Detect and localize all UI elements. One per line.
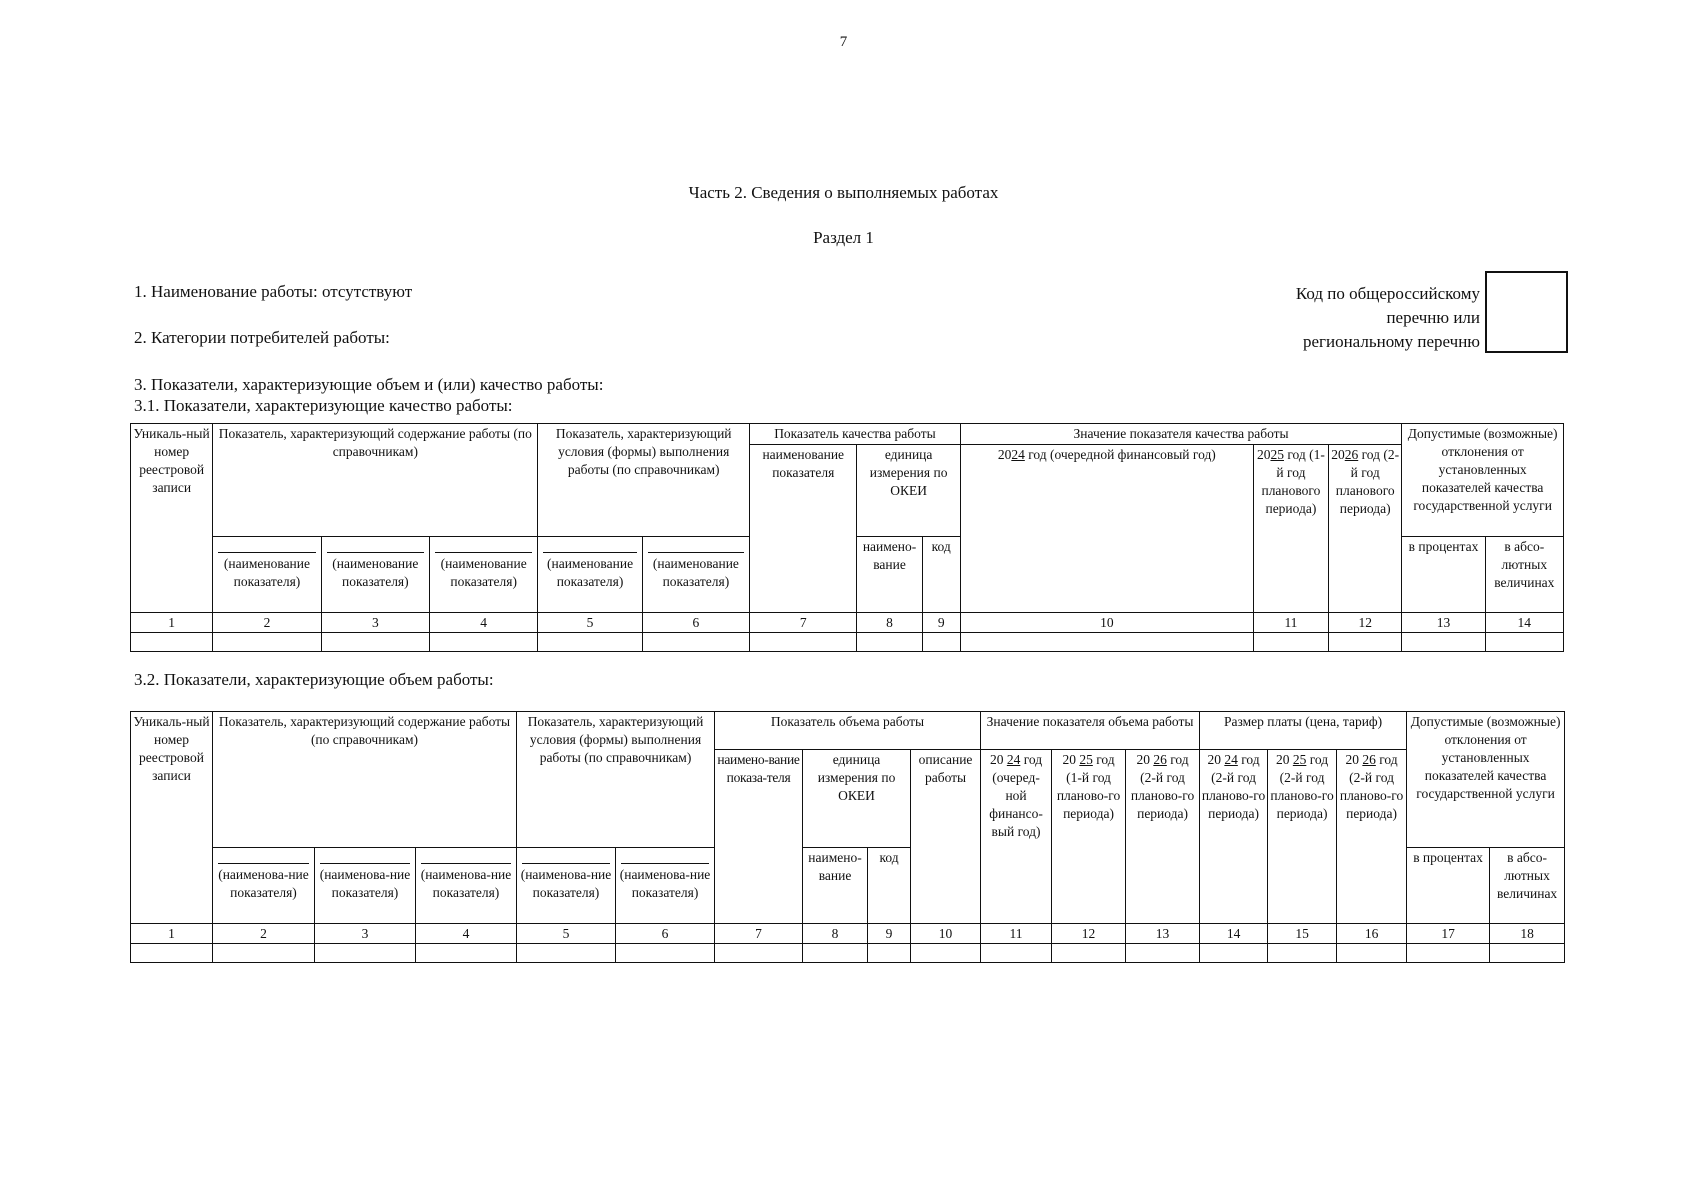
col-num: 9 bbox=[922, 613, 960, 633]
year-2026-number: 26 bbox=[1344, 447, 1359, 462]
table-cell[interactable] bbox=[1337, 944, 1407, 963]
quality-value-header: Значение показателя качества работы bbox=[960, 424, 1402, 445]
unique-record-header: Уникаль-ный номер реестровой записи bbox=[131, 424, 213, 613]
price-year-2024-header: 20 24 год (2-й год планово-го периода) bbox=[1200, 750, 1268, 924]
allowed-deviation-header: Допустимые (возможные) отклонения от установленных показателей качества государственной услуги bbox=[1407, 712, 1565, 848]
col-num: 4 bbox=[416, 924, 517, 944]
table-cell[interactable] bbox=[1490, 944, 1565, 963]
conditions-subheader-2: (наименование показателя) bbox=[642, 537, 749, 613]
column-number-row bbox=[131, 613, 1564, 633]
table-cell[interactable] bbox=[1200, 944, 1268, 963]
col-num: 6 bbox=[642, 613, 749, 633]
table-cell[interactable] bbox=[911, 944, 981, 963]
column-number-row bbox=[131, 924, 1565, 944]
table-cell[interactable] bbox=[538, 633, 642, 652]
indicator-name-header: наимено-вание показа-теля bbox=[715, 750, 803, 924]
table-cell[interactable] bbox=[1485, 633, 1563, 652]
table-cell[interactable] bbox=[1402, 633, 1485, 652]
table-cell[interactable] bbox=[1052, 944, 1126, 963]
quality-indicators-heading: 3.1. Показатели, характеризующие качество работы: bbox=[134, 396, 513, 415]
year-2026-header bbox=[1329, 445, 1402, 613]
volume-indicators-heading: 3.2. Показатели, характеризующие объем работы: bbox=[134, 670, 494, 689]
table-cell[interactable] bbox=[857, 633, 922, 652]
col-num: 13 bbox=[1126, 924, 1200, 944]
content-subheader-1: (наименование показателя) bbox=[213, 537, 321, 613]
year-2024-number: 24 bbox=[1011, 447, 1025, 462]
unit-name-subheader: наимено-вание bbox=[803, 848, 868, 924]
col-num: 10 bbox=[911, 924, 981, 944]
col-num: 8 bbox=[857, 613, 922, 633]
col-num: 6 bbox=[616, 924, 715, 944]
table-cell[interactable] bbox=[981, 944, 1052, 963]
col-num: 7 bbox=[715, 924, 803, 944]
table-cell[interactable] bbox=[1126, 944, 1200, 963]
table-cell[interactable] bbox=[321, 633, 429, 652]
col-num: 12 bbox=[1329, 613, 1402, 633]
col-num: 14 bbox=[1200, 924, 1268, 944]
page-number: 7 bbox=[839, 34, 848, 50]
table-cell[interactable] bbox=[1407, 944, 1490, 963]
col-num: 14 bbox=[1485, 613, 1563, 633]
unit-code-subheader: код bbox=[868, 848, 911, 924]
registry-code-line-1: Код по общероссийскому bbox=[1295, 284, 1480, 303]
col-num: 15 bbox=[1268, 924, 1337, 944]
col-num: 12 bbox=[1052, 924, 1126, 944]
col-num: 2 bbox=[213, 924, 315, 944]
table-cell[interactable] bbox=[803, 944, 868, 963]
col-num: 13 bbox=[1402, 613, 1485, 633]
table-cell[interactable] bbox=[960, 633, 1253, 652]
table-cell[interactable] bbox=[430, 633, 538, 652]
col-num: 17 bbox=[1407, 924, 1490, 944]
volume-year-2025-header: 20 25 год (1-й год планово-го периода) bbox=[1052, 750, 1126, 924]
col-num: 4 bbox=[430, 613, 538, 633]
table-cell[interactable] bbox=[213, 944, 315, 963]
table-cell[interactable] bbox=[868, 944, 911, 963]
col-num: 1 bbox=[131, 613, 213, 633]
content-subheader-2: (наименова-ние показателя) bbox=[315, 848, 416, 924]
col-num: 3 bbox=[315, 924, 416, 944]
registry-code-box[interactable] bbox=[1485, 271, 1568, 353]
price-year-2025-header: 20 25 год (2-й год планово-го периода) bbox=[1268, 750, 1337, 924]
year-2025-header bbox=[1253, 445, 1328, 613]
price-header: Размер платы (цена, тариф) bbox=[1200, 712, 1407, 750]
registry-code-line-3: региональному перечню bbox=[1302, 332, 1480, 351]
part-title: Часть 2. Сведения о выполняемых работах bbox=[688, 183, 999, 202]
content-indicator-header: Показатель, характеризующий содержание работы (по справочникам) bbox=[213, 424, 538, 537]
volume-year-2026-header: 20 26 год (2-й год планово-го периода) bbox=[1126, 750, 1200, 924]
col-num: 3 bbox=[321, 613, 429, 633]
content-subheader-2: (наименование показателя) bbox=[321, 537, 429, 613]
table-row bbox=[131, 944, 1565, 963]
col-num: 10 bbox=[960, 613, 1253, 633]
table-cell[interactable] bbox=[922, 633, 960, 652]
table-row bbox=[131, 633, 1564, 652]
table-cell[interactable] bbox=[517, 944, 616, 963]
price-year-2026-header: 20 26 год (2-й год планово-го периода) bbox=[1337, 750, 1407, 924]
conditions-subheader-2: (наименова-ние показателя) bbox=[616, 848, 715, 924]
col-num: 7 bbox=[750, 613, 857, 633]
table-cell[interactable] bbox=[1329, 633, 1402, 652]
section-title: Раздел 1 bbox=[813, 228, 874, 247]
col-num: 8 bbox=[803, 924, 868, 944]
table-cell[interactable] bbox=[131, 944, 213, 963]
table-cell[interactable] bbox=[1253, 633, 1328, 652]
table-cell[interactable] bbox=[213, 633, 321, 652]
volume-year-2024-header: 20 24 год (очеред-ной финансо-вый год) bbox=[981, 750, 1052, 924]
content-indicator-header: Показатель, характеризующий содержание работы (по справочникам) bbox=[213, 712, 517, 848]
volume-indicator-header: Показатель объема работы bbox=[715, 712, 981, 750]
absolute-subheader: в абсо-лютных величинах bbox=[1490, 848, 1565, 924]
col-num: 5 bbox=[538, 613, 642, 633]
year-2025-number: 25 bbox=[1270, 447, 1284, 462]
table-cell[interactable] bbox=[416, 944, 517, 963]
unit-name-subheader: наимено-вание bbox=[857, 537, 922, 613]
col-num: 11 bbox=[1253, 613, 1328, 633]
year-2024-suffix: год (очередной финансовый год) bbox=[1024, 447, 1216, 462]
registry-code-label bbox=[1150, 282, 1480, 354]
col-num: 2 bbox=[213, 613, 321, 633]
year-2026-suffix: год (2-й год планового периода) bbox=[1335, 447, 1400, 516]
col-num: 16 bbox=[1337, 924, 1407, 944]
unit-code-subheader: код bbox=[922, 537, 960, 613]
table-cell[interactable] bbox=[642, 633, 749, 652]
unit-okei-header: единица измерения по ОКЕИ bbox=[803, 750, 911, 848]
table-cell[interactable] bbox=[715, 944, 803, 963]
quality-indicators-table bbox=[130, 423, 1564, 652]
consumer-categories-line: 2. Категории потребителей работы: bbox=[134, 328, 390, 347]
allowed-deviation-header: Допустимые (возможные) отклонения от установленных показателей качества государственной услуги bbox=[1402, 424, 1564, 537]
year-2024-header bbox=[960, 445, 1253, 613]
work-description-header: описание работы bbox=[911, 750, 981, 924]
percent-subheader: в процентах bbox=[1402, 537, 1485, 613]
registry-code-line-2: перечню или bbox=[1386, 308, 1480, 327]
year-2025-prefix: 20 bbox=[1256, 447, 1271, 462]
col-num: 11 bbox=[981, 924, 1052, 944]
col-num: 5 bbox=[517, 924, 616, 944]
table-cell[interactable] bbox=[315, 944, 416, 963]
conditions-indicator-header: Показатель, характеризующий условия (формы) выполнения работы (по справочникам) bbox=[538, 424, 750, 537]
year-2024-prefix: 20 bbox=[997, 447, 1012, 462]
indicator-name-header: наименование показателя bbox=[750, 445, 857, 613]
year-2026-prefix: 20 bbox=[1331, 447, 1345, 462]
table-cell[interactable] bbox=[616, 944, 715, 963]
content-subheader-1: (наименова-ние показателя) bbox=[213, 848, 315, 924]
volume-indicators-table bbox=[130, 711, 1565, 963]
content-subheader-3: (наименова-ние показателя) bbox=[416, 848, 517, 924]
conditions-subheader-1: (наименование показателя) bbox=[538, 537, 642, 613]
table-cell[interactable] bbox=[750, 633, 857, 652]
year-2025-suffix: год (1-й год планового периода) bbox=[1261, 447, 1325, 516]
quality-indicator-header: Показатель качества работы bbox=[750, 424, 961, 445]
conditions-subheader-1: (наименова-ние показателя) bbox=[517, 848, 616, 924]
table-cell[interactable] bbox=[1268, 944, 1337, 963]
content-subheader-3: (наименование показателя) bbox=[430, 537, 538, 613]
col-num: 9 bbox=[868, 924, 911, 944]
col-num: 1 bbox=[131, 924, 213, 944]
col-num: 18 bbox=[1490, 924, 1565, 944]
absolute-subheader: в абсо-лютных величинах bbox=[1485, 537, 1563, 613]
percent-subheader: в процентах bbox=[1407, 848, 1490, 924]
unique-record-header: Уникаль-ный номер реестровой записи bbox=[131, 712, 213, 924]
unit-okei-header: единица измерения по ОКЕИ bbox=[857, 445, 960, 537]
volume-value-header: Значение показателя объема работы bbox=[981, 712, 1200, 750]
work-name-line: 1. Наименование работы: отсутствуют bbox=[134, 282, 413, 301]
table-cell[interactable] bbox=[131, 633, 213, 652]
indicators-heading: 3. Показатели, характеризующие объем и (или) качество работы: bbox=[134, 375, 604, 394]
conditions-indicator-header: Показатель, характеризующий условия (формы) выполнения работы (по справочникам) bbox=[517, 712, 715, 848]
